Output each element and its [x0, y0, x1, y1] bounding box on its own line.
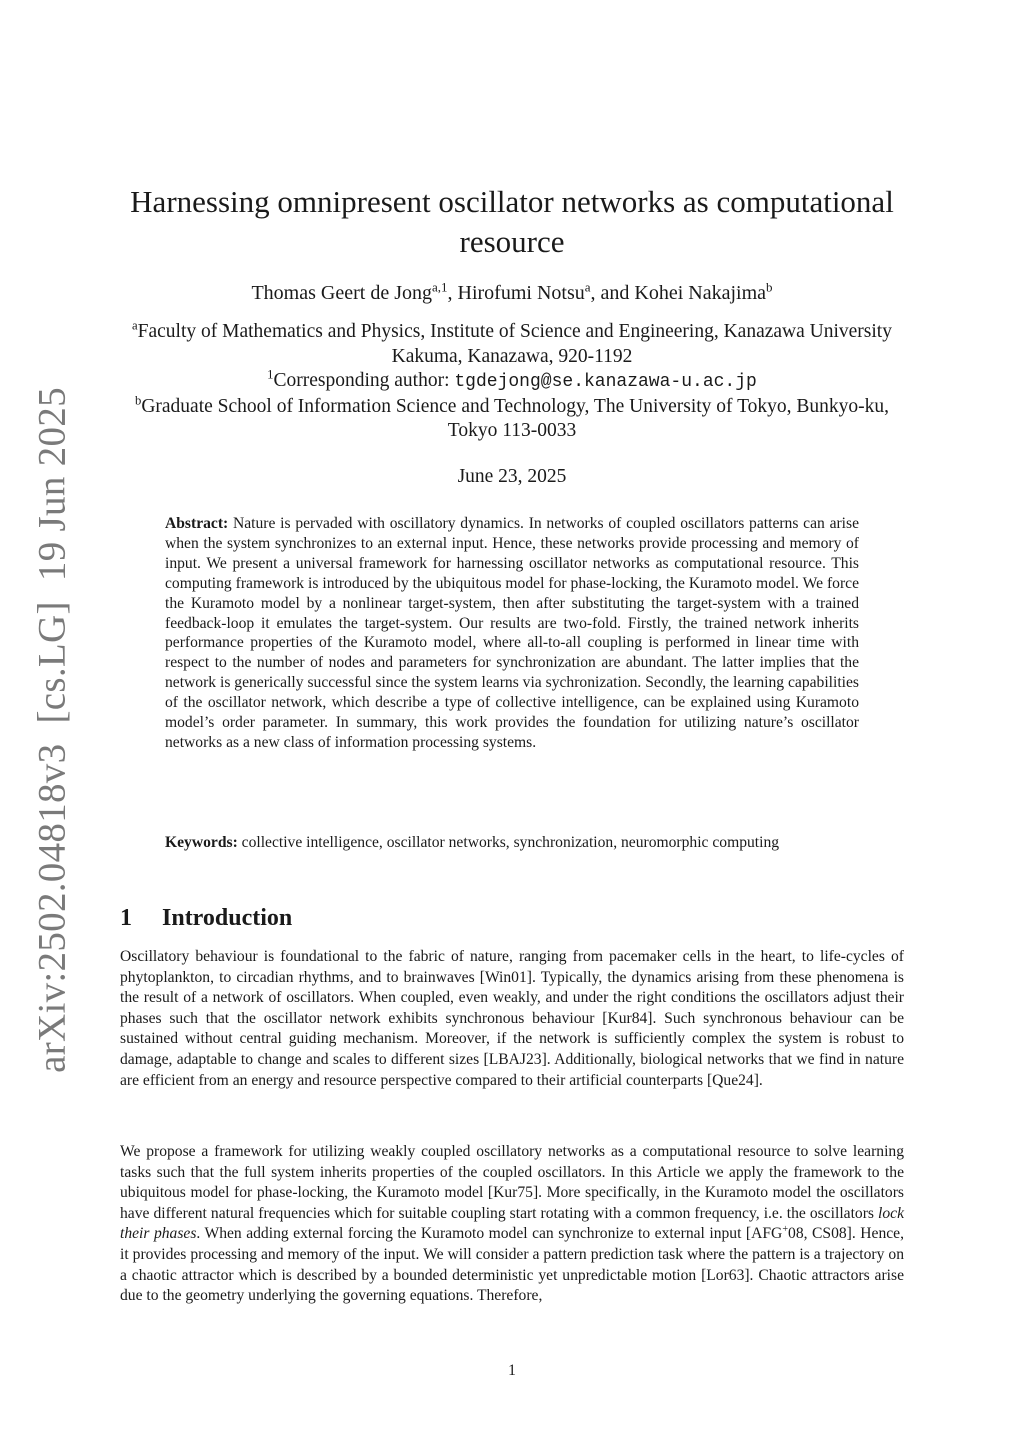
keywords	[165, 833, 859, 853]
affiliation-b: $^b$Graduate School of Information Science and Technology, The University of Tokyo, Bunkyo-ku, Tokyo 113-0033	[134, 393, 889, 441]
corresponding-author: $^1$Corresponding author: tgdejong@se.kanazawa-u.ac.jp	[267, 367, 757, 392]
paper-title: Harnessing omnipresent oscillator networks as computational resource	[130, 184, 894, 259]
intro-paragraph-2: We propose a framework for utilizing weakly coupled oscillatory networks as a computational resource to solve learning tasks such that the full system inherits properties of the coupled oscillators. In this Article we apply the framework to the ubiquitous model for phase-locking, the Kuramoto model [Kur75]. More specifically, in the Kuramoto model the oscillators have different natural frequencies which for suitable coupling start rotating with a common frequency, i.e. the oscillators lock their phases. When adding external forcing the Kuramoto model can synchronize to external input [AFG+08, CS08]. Hence, it provides processing and memory of the input. We will consider a pattern prediction task where the pattern is a trajectory on a chaotic attractor which is described by a bounded deterministic yet unpredictable motion [Lor63]. Chaotic attractors arise due to the geometry underlying the governing equations. Therefore,	[120, 1143, 904, 1305]
author-list: Thomas Geert de Jong$^{a,1}$, Hirofumi Notsu$^a$, and Kohei Nakajima$^b$	[251, 279, 773, 304]
author-affiliation-mark: b	[766, 279, 773, 295]
section-heading	[120, 903, 904, 933]
author-name: and Kohei Nakajima	[600, 282, 767, 304]
intro-paragraph-1: Oscillatory behaviour is foundational to the fabric of nature, ranging from pacemaker cells in the heart, to life-cycles of phytoplankton, to circadian rhythms, and to brainwaves [Win01]. Typically, the dynamics arising from these phenomena is the result of a network of oscillators. When coupled, even weakly, and under the right conditions the oscillators adjust their phases such that the oscillator network exhibits synchronous behaviour [Kur84]. Such synchronous behaviour can be sustained without central guiding mechanism. Moreover, if the network is sufficiently complex the system is robust to damage, adaptable to change and scales to different sizes [LBAJ23]. Additionally, biological networks that we find in nature are efficient from an energy and resource perspective compared to their artificial counterparts [Que24].	[120, 948, 904, 1089]
arxiv-sidebar	[30, 387, 74, 1073]
author-affiliation-mark: a	[584, 279, 591, 295]
arxiv-identifier: arXiv:2502.04818v3 [cs.LG] 19 Jun 2025	[30, 387, 74, 1073]
abstract-text: Nature is pervaded with oscillatory dynamics. In networks of coupled oscillators patterns can arise when the system synchronizes to an external input. Hence, these networks provide processing and memory of input. We present a universal framework for harnessing oscillator networks as computational resource. This computing framework is introduced by the ubiquitous model for phase-locking, the Kuramoto model. We force the Kuramoto model by a nonlinear target-system, then after substituting the target-system with a trained feedback-loop it emulates the target-system. Our results are two-fold. Firstly, the trained network inherits performance properties of the Kuramoto model, where all-to-all coupling is performed in linear time with respect to the number of nodes and parameters for synchronization are abundant. The latter implies that the network is generically successful since the system learns via sychronization. Secondly, the learning capabilities of the oscillator network, which describe a type of collective intelligence, can be explained using Kuramoto model’s order parameter. In summary, this work provides the foundation for utilizing nature’s oscillator networks as a new class of information processing systems.	[165, 515, 860, 751]
affiliation-block	[120, 320, 904, 444]
corresponding-email[interactable]: tgdejong@se.kanazawa-u.ac.jp	[454, 372, 757, 392]
keywords-label: Keywords:	[165, 834, 238, 851]
abstract-label: Abstract:	[165, 515, 229, 532]
section-number: 1	[120, 905, 132, 931]
section-title: Introduction	[162, 905, 293, 931]
page-number: 1	[508, 1362, 516, 1379]
affiliation-a: $^a$Faculty of Mathematics and Physics, Institute of Science and Engineering, Kanazawa University Kakuma, Kanazawa, 920-1192	[132, 318, 892, 367]
publication-date: June 23, 2025	[457, 466, 567, 487]
author-affiliation-mark: a,1	[431, 279, 448, 295]
abstract	[165, 514, 859, 753]
author-name: Hirofumi Notsu	[457, 282, 585, 304]
keywords-text: collective intelligence, oscillator networks, synchronization, neuromorphic computing	[241, 834, 780, 851]
emphasis-text: lock their phases	[120, 1204, 904, 1243]
author-name: Thomas Geert de Jong	[251, 282, 432, 304]
